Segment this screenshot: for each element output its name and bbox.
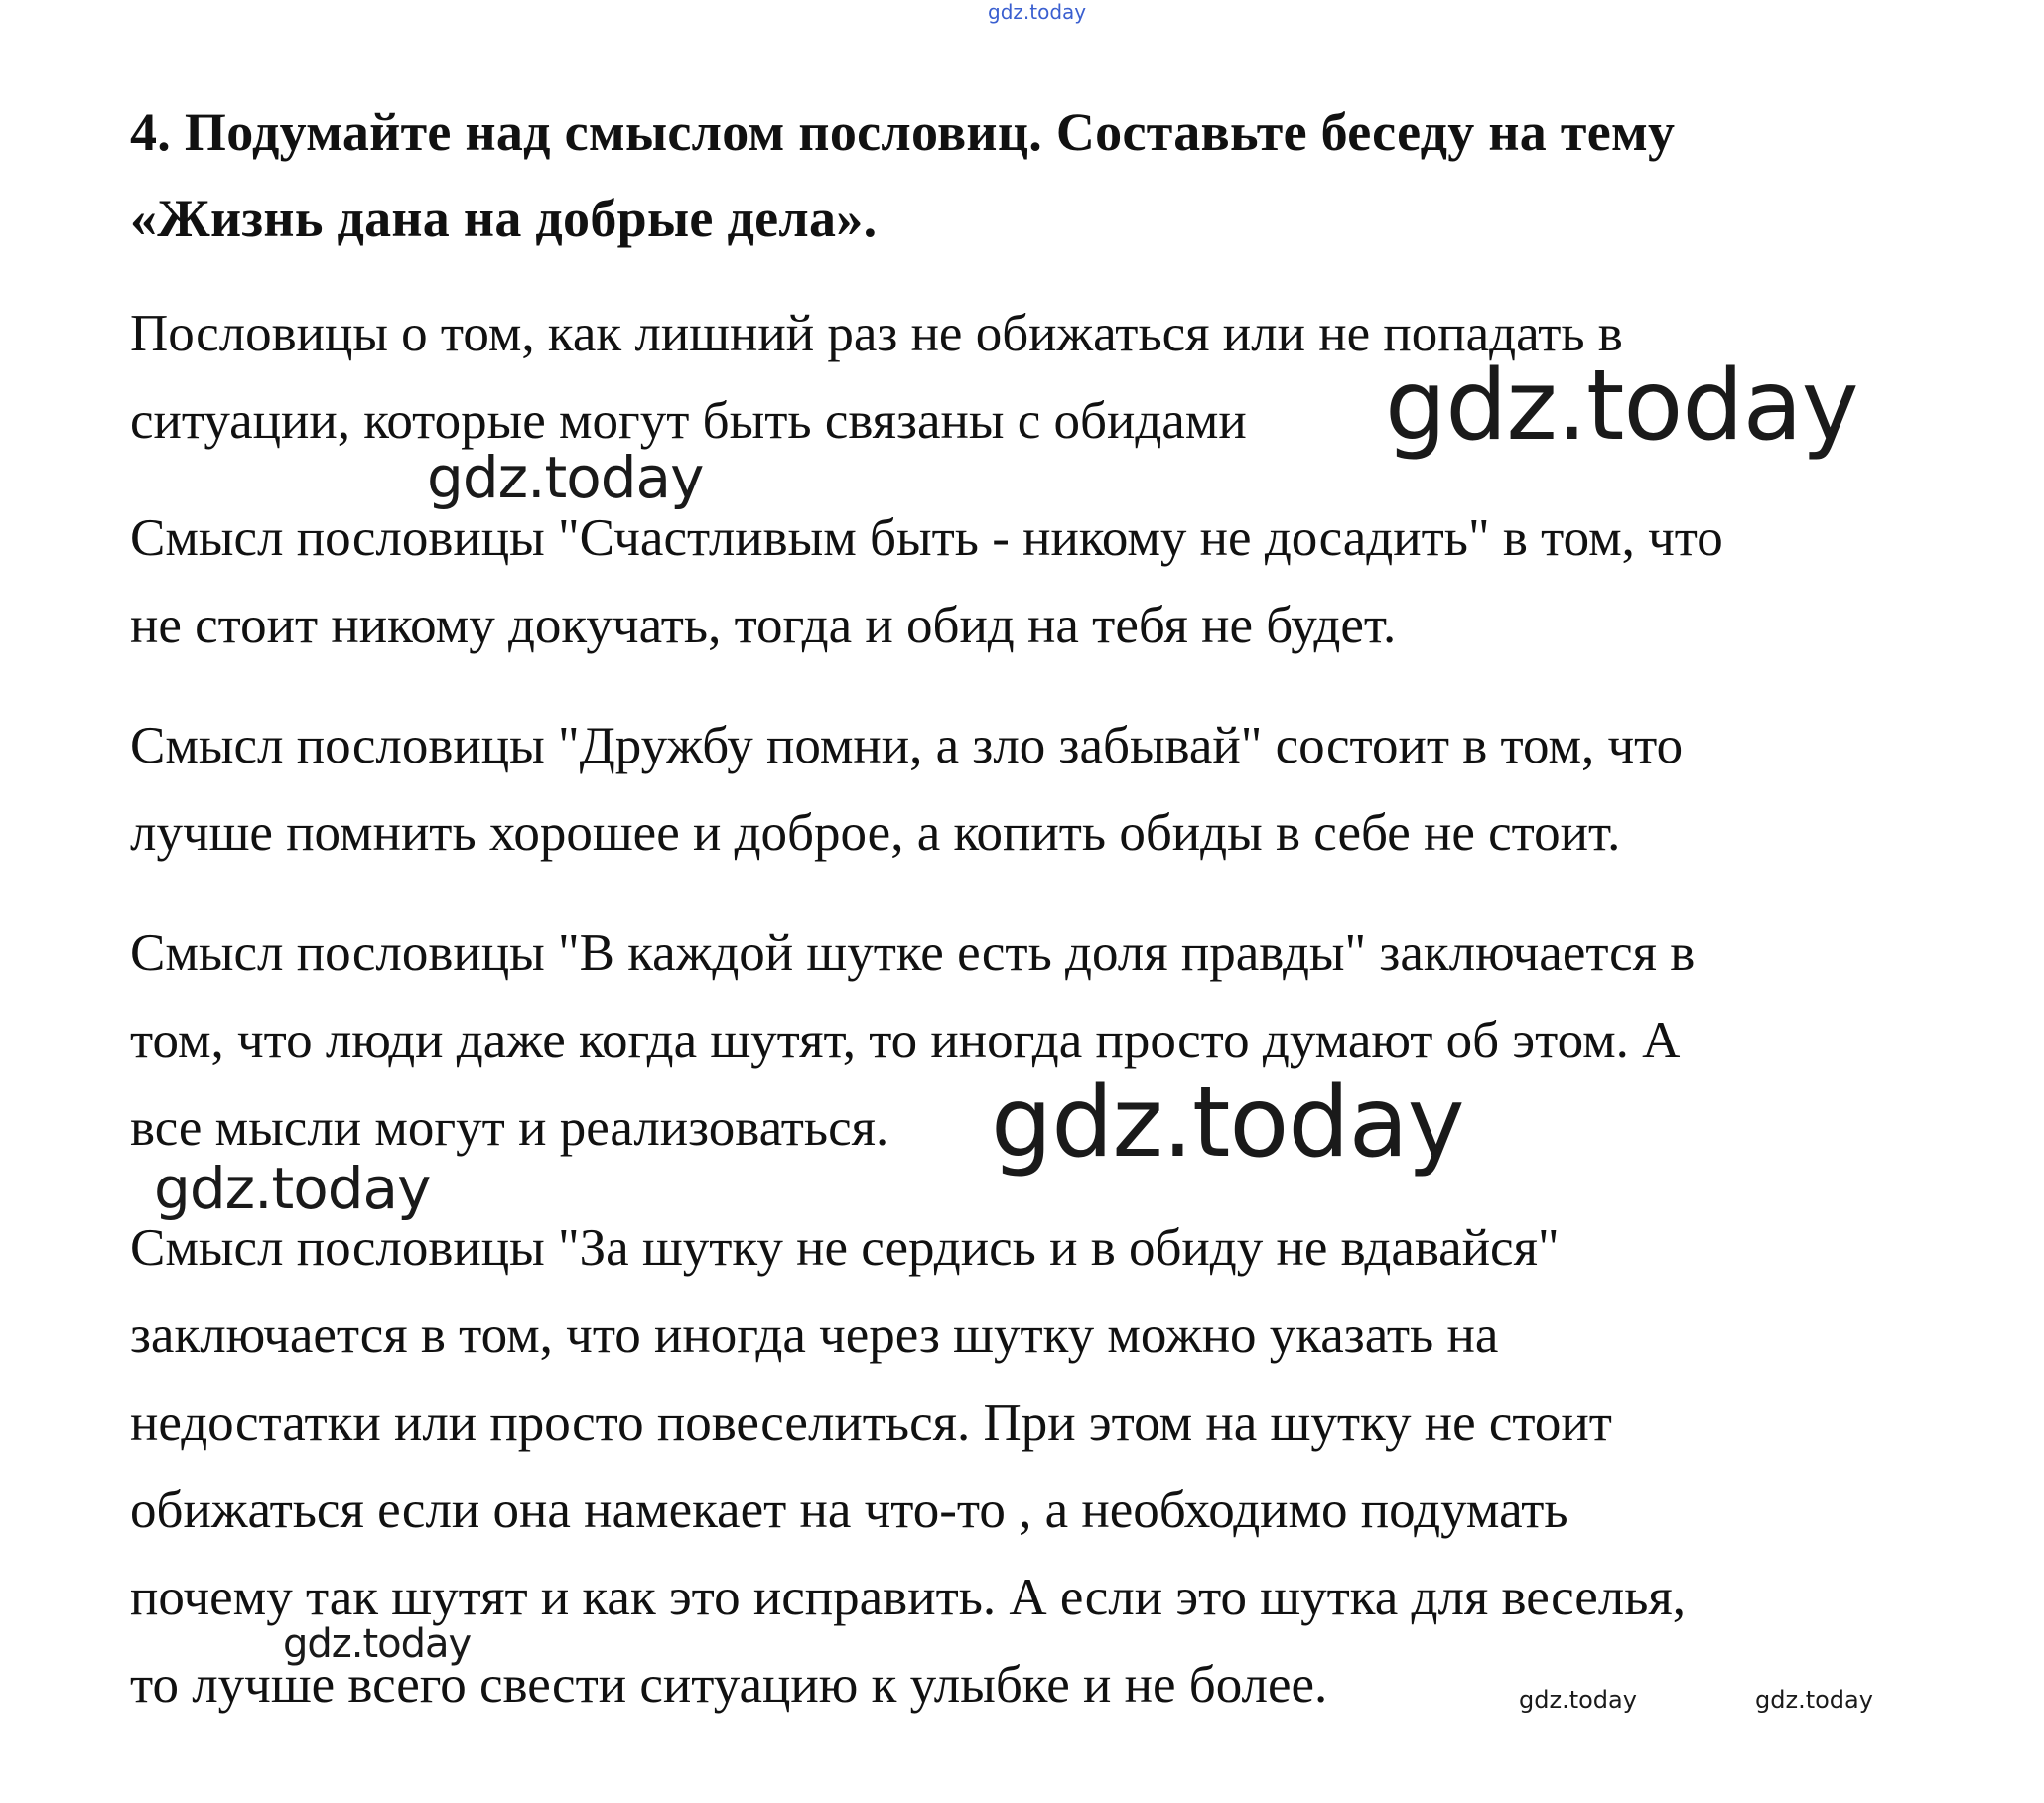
paragraph-line: обижаться если она намекает на что-то , а необходимо подумать: [130, 1481, 1568, 1539]
watermark-top: gdz.today: [988, 0, 1087, 24]
paragraph-line: не стоит никому докучать, тогда и обид на тебя не будет.: [130, 597, 1397, 654]
paragraph-line: почему так шутят и как это исправить. А если это шутка для веселья,: [130, 1569, 1687, 1626]
paragraph-line: Смысл пословицы "Счастливым быть - никому не досадить" в том, что: [130, 509, 1723, 567]
paragraph-line: Смысл пословицы "Дружбу помни, а зло забывай" состоит в том, что: [130, 717, 1684, 774]
task-title-line-2: «Жизнь дана на добрые дела».: [130, 189, 878, 248]
task-title-line-1: 4. Подумайте над смыслом пословиц. Составьте беседу на тему: [130, 102, 1676, 162]
paragraph-line: Смысл пословицы "За шутку не сердись и в обиду не вдавайся": [130, 1219, 1560, 1277]
paragraph-line: недостатки или просто повеселиться. При этом на шутку не стоит: [130, 1394, 1612, 1452]
watermark-small: gdz.today: [1519, 1686, 1637, 1714]
task-title: [130, 89, 1917, 262]
paragraph-line: все мысли могут и реализоваться.: [130, 1099, 889, 1157]
paragraph-line: ситуации, которые могут быть связаны с обидами: [130, 392, 1247, 450]
watermark-large: gdz.today: [1385, 349, 1858, 463]
watermark-medium: gdz.today: [427, 444, 704, 511]
paragraph-proverb-1: [130, 494, 1723, 669]
paragraph-proverb-2: [130, 702, 1683, 877]
paragraph-line: Пословицы о том, как лишний раз не обижаться или не попадать в: [130, 305, 1623, 362]
watermark-large: gdz.today: [991, 1066, 1464, 1179]
paragraph-line: том, что люди даже когда шутят, то иногда просто думают об этом. А: [130, 1012, 1681, 1069]
watermark-medium: gdz.today: [154, 1155, 431, 1222]
watermark-small: gdz.today: [1755, 1686, 1873, 1714]
watermark-medium: gdz.today: [283, 1621, 472, 1667]
paragraph-line: Смысл пословицы "В каждой шутке есть доля правды" заключается в: [130, 924, 1696, 982]
paragraph-line: лучше помнить хорошее и доброе, а копить обиды в себе не стоит.: [130, 804, 1621, 862]
paragraph-line: то лучше всего свести ситуацию к улыбке и не более.: [130, 1656, 1328, 1714]
paragraph-line: заключается в том, что иногда через шутку можно указать на: [130, 1307, 1499, 1364]
